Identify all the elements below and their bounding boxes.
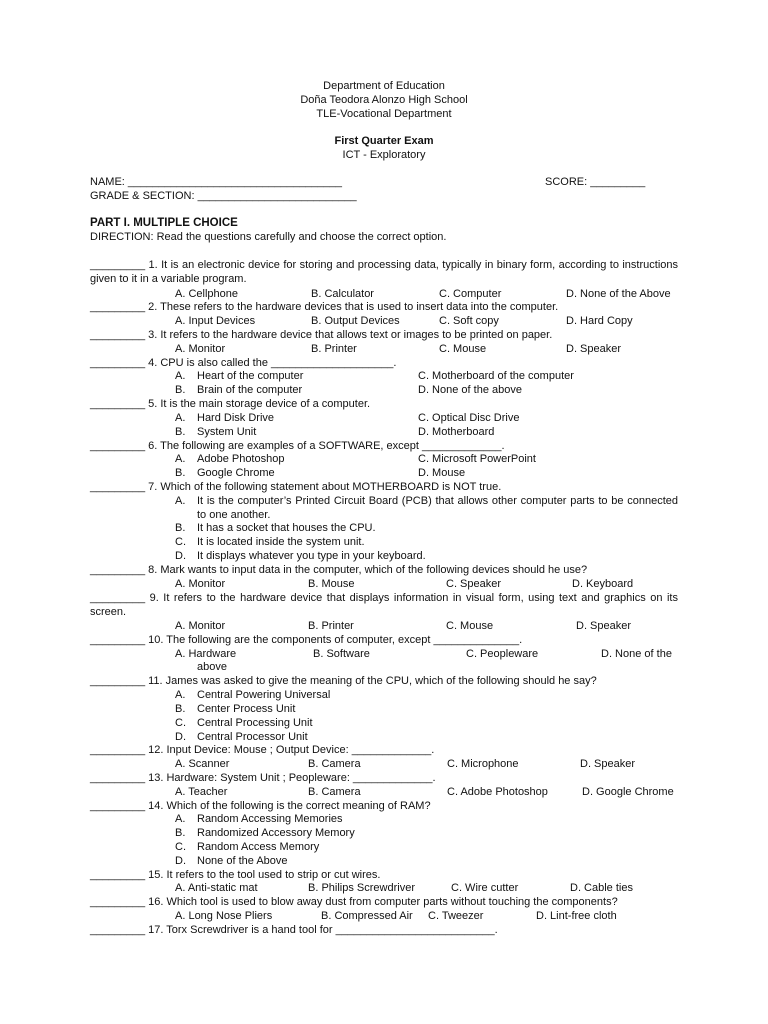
option-text: Center Process Unit <box>197 703 296 715</box>
question-7: _________ 7. Which of the following statement about MOTHERBOARD is NOT true. <box>90 481 502 493</box>
question-4: _________ 4. CPU is also called the ____________________. <box>90 357 397 369</box>
option: D. None of the above <box>418 384 522 396</box>
option-14a <box>175 812 575 826</box>
option-text: Central Powering Universal <box>197 689 331 701</box>
question-5: _________ 5. It is the main storage device of a computer. <box>90 398 371 410</box>
option: D. Keyboard <box>572 578 634 590</box>
score-field: SCORE: _________ <box>545 176 646 188</box>
option-letter: A. <box>175 689 186 701</box>
options-6b <box>0 466 768 480</box>
option: D. Motherboard <box>418 426 495 438</box>
option: B. Printer <box>311 343 357 355</box>
options-15 <box>0 881 768 895</box>
question-13: _________ 13. Hardware: System Unit ; Peopleware: _____________. <box>90 772 436 784</box>
option: Google Chrome <box>197 467 275 479</box>
option: B. Calculator <box>311 288 374 300</box>
option: A. Long Nose Pliers <box>175 910 273 922</box>
document-header <box>0 79 768 162</box>
option-letter: A. <box>175 412 186 424</box>
option: D. Lint-free cloth <box>536 910 617 922</box>
question-12: _________ 12. Input Device: Mouse ; Output Device: _____________. <box>90 744 435 756</box>
option: D. None of the <box>601 648 672 660</box>
grade-section-field: GRADE & SECTION: __________________________ <box>90 190 357 202</box>
division-name: TLE-Vocational Department <box>316 108 452 120</box>
option-letter: B. <box>175 467 186 479</box>
option-text: None of the Above <box>197 855 288 867</box>
option: B. Compressed Air <box>321 910 413 922</box>
question-17: _________ 17. Torx Screwdriver is a hand tool for __________________________. <box>90 924 498 936</box>
option-11b <box>175 702 575 716</box>
question-8: _________ 8. Mark wants to input data in the computer, which of the following devices should he use? <box>90 564 588 576</box>
option: A. Anti-static mat <box>175 882 258 894</box>
option: C. Motherboard of the computer <box>418 370 574 382</box>
exam-title: First Quarter Exam <box>334 135 434 147</box>
option-letter: A. <box>175 813 186 825</box>
option: A. Cellphone <box>175 288 238 300</box>
options-2 <box>0 314 768 328</box>
option: C. Microphone <box>447 758 519 770</box>
question-9: _________ 9. It refers to the hardware device that displays information in visual form, using text and graphics on its screen. <box>90 592 678 618</box>
option: D. Cable ties <box>570 882 633 894</box>
option: A. Teacher <box>175 786 228 798</box>
option: B. Mouse <box>308 578 355 590</box>
name-field: NAME: ___________________________________ <box>90 176 343 188</box>
option: C. Soft copy <box>439 315 499 327</box>
option: B. Camera <box>308 758 361 770</box>
option-text: It displays whatever you type in your keyboard. <box>197 550 426 562</box>
options-10 <box>0 647 768 661</box>
question-15: _________ 15. It refers to the tool used to strip or cut wires. <box>90 869 381 881</box>
options-6 <box>0 452 768 466</box>
part-title: PART I. MULTIPLE CHOICE <box>90 217 238 229</box>
option: D. Mouse <box>418 467 466 479</box>
school-name: Doña Teodora Alonzo High School <box>300 94 468 106</box>
option-text: Central Processing Unit <box>197 717 313 729</box>
option-letter: C. <box>175 717 186 729</box>
option-7b <box>175 521 678 535</box>
department-name: Department of Education <box>323 80 445 92</box>
option: A. Hardware <box>175 648 237 660</box>
option-7d <box>175 549 678 563</box>
option-11d <box>175 730 575 744</box>
option: C. Optical Disc Drive <box>418 412 520 424</box>
option: D. Speaker <box>576 620 632 632</box>
option: System Unit <box>197 426 257 438</box>
option: C. Peopleware <box>466 648 539 660</box>
option: Adobe Photoshop <box>197 453 285 465</box>
options-3 <box>0 342 768 356</box>
question-1: _________ 1. It is an electronic device for storing and processing data, typically in binary form, according to instructions given to it in a variable program. <box>90 259 678 285</box>
option-text: Random Accessing Memories <box>197 813 343 825</box>
question-2: _________ 2. These refers to the hardware devices that is used to insert data into the computer. <box>90 301 559 313</box>
option-14d <box>175 854 575 868</box>
option-text: It has a socket that houses the CPU. <box>197 522 376 534</box>
option: A. Input Devices <box>175 315 256 327</box>
option-letter: A. <box>175 495 186 507</box>
question-10: _________ 10. The following are the components of computer, except ______________. <box>90 634 523 646</box>
option: Brain of the computer <box>197 384 303 396</box>
option: D. Google Chrome <box>582 786 674 798</box>
option: C. Speaker <box>446 578 502 590</box>
option: C. Tweezer <box>428 910 484 922</box>
options-16 <box>0 909 768 923</box>
option-letter: D. <box>175 855 186 867</box>
option-11a <box>175 688 575 702</box>
option-text: It is the computer’s Printed Circuit Board (PCB) that allows other computer parts to be connected to one another. <box>197 495 678 521</box>
option: B. Printer <box>308 620 354 632</box>
option: B. Output Devices <box>311 315 400 327</box>
question-11: _________ 11. James was asked to give the meaning of the CPU, which of the following should he say? <box>90 675 597 687</box>
question-6: _________ 6. The following are examples of a SOFTWARE, except _____________. <box>90 440 505 452</box>
option: B. Camera <box>308 786 361 798</box>
options-4b <box>0 383 768 397</box>
option-letter: B. <box>175 426 186 438</box>
option-letter: A. <box>175 453 186 465</box>
option: A. Monitor <box>175 620 226 632</box>
option: C. Microsoft PowerPoint <box>418 453 536 465</box>
options-5b <box>0 425 768 439</box>
option: D. Hard Copy <box>566 315 633 327</box>
option-letter: C. <box>175 841 186 853</box>
option: B. Philips Screwdriver <box>308 882 415 894</box>
option: D. Speaker <box>580 758 636 770</box>
option-text: It is located inside the system unit. <box>197 536 365 548</box>
option: C. Computer <box>439 288 502 300</box>
options-8 <box>0 577 768 591</box>
option-letter: B. <box>175 384 186 396</box>
options-12 <box>0 757 768 771</box>
options-5 <box>0 411 768 425</box>
options-4 <box>0 369 768 383</box>
option: A. Monitor <box>175 578 226 590</box>
option-text: Central Processor Unit <box>197 731 308 743</box>
options-13 <box>0 785 768 799</box>
directions: DIRECTION: Read the questions carefully and choose the correct option. <box>90 231 447 243</box>
options-10b <box>0 660 768 674</box>
option: Heart of the computer <box>197 370 304 382</box>
option-letter: C. <box>175 536 186 548</box>
option-text: Random Access Memory <box>197 841 320 853</box>
option: Hard Disk Drive <box>197 412 275 424</box>
options-9 <box>0 619 768 633</box>
option-letter: B. <box>175 522 186 534</box>
option: A. Scanner <box>175 758 230 770</box>
question-16: _________ 16. Which tool is used to blow away dust from computer parts without touching the components? <box>90 896 618 908</box>
option-letter: D. <box>175 550 186 562</box>
exam-subject: ICT - Exploratory <box>342 149 426 161</box>
option-letter: D. <box>175 731 186 743</box>
option-letter: A. <box>175 370 186 382</box>
option-text: Randomized Accessory Memory <box>197 827 355 839</box>
option: C. Adobe Photoshop <box>447 786 548 798</box>
option-letter: B. <box>175 703 186 715</box>
options-1 <box>0 287 768 301</box>
option-14b <box>175 826 575 840</box>
option: C. Mouse <box>446 620 494 632</box>
option-11c <box>175 716 575 730</box>
option: D. None of the Above <box>566 288 671 300</box>
question-14: _________ 14. Which of the following is the correct meaning of RAM? <box>90 800 431 812</box>
option-7c <box>175 535 678 549</box>
option: C. Wire cutter <box>451 882 519 894</box>
option: A. Monitor <box>175 343 226 355</box>
option-continued: above <box>197 661 227 673</box>
option: B. Software <box>313 648 370 660</box>
option: C. Mouse <box>439 343 487 355</box>
option-14c <box>175 840 575 854</box>
option-letter: B. <box>175 827 186 839</box>
question-3: _________ 3. It refers to the hardware device that allows text or images to be printed on paper. <box>90 329 553 341</box>
option: D. Speaker <box>566 343 622 355</box>
option-7a <box>175 494 678 522</box>
